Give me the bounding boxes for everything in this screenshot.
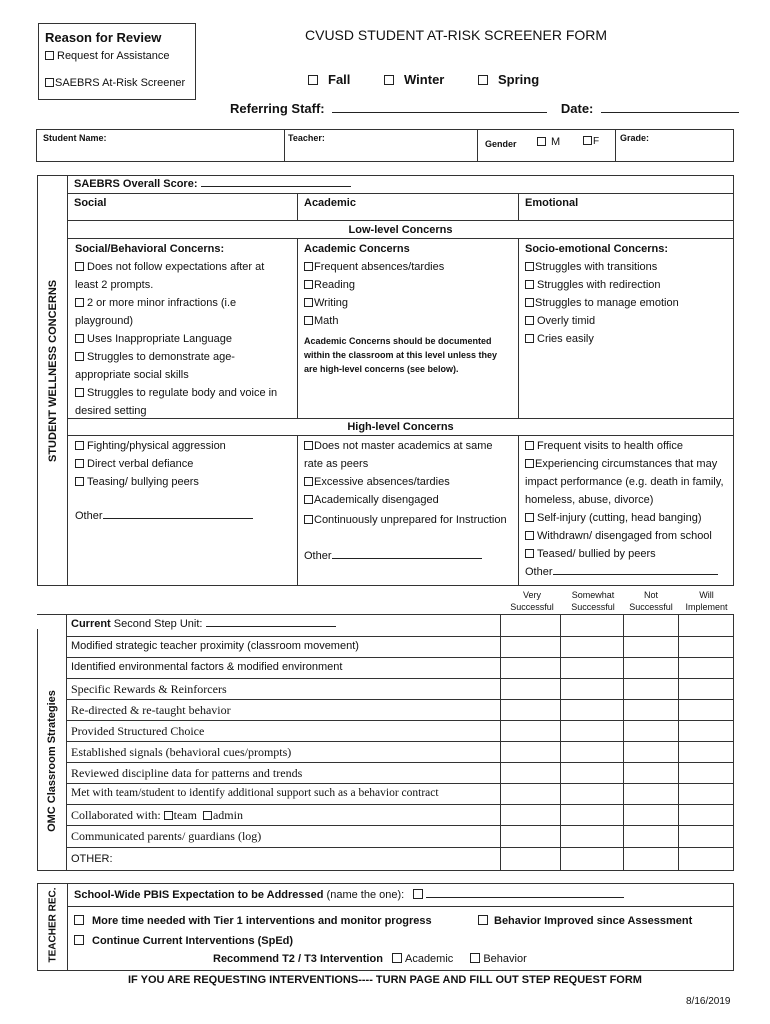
spring-checkbox[interactable]: [478, 75, 488, 85]
gender-female-option[interactable]: F: [583, 136, 599, 147]
low-social-item[interactable]: Uses Inappropriate Language: [75, 330, 290, 348]
high-emotional-item[interactable]: Withdrawn/ disengaged from school: [525, 527, 730, 545]
omc-strategy-row[interactable]: Re-directed & re-taught behavior: [66, 699, 733, 720]
female-checkbox[interactable]: [583, 136, 592, 145]
gender-label: Gender: [485, 139, 517, 149]
winter-checkbox[interactable]: [384, 75, 394, 85]
high-emotional-item[interactable]: Frequent visits to health office: [525, 437, 730, 455]
student-name-label: Student Name:: [43, 133, 107, 143]
omc-strategy-row[interactable]: Reviewed discipline data for patterns and trends: [66, 762, 733, 783]
omc-strategy-row[interactable]: Specific Rewards & Reinforcers: [66, 678, 733, 699]
pbis-checkbox[interactable]: [413, 889, 423, 899]
high-academic-other[interactable]: Other: [304, 547, 509, 565]
col-social: Social: [74, 197, 107, 209]
low-social-item[interactable]: Struggles to regulate body and voice in desired setting: [75, 387, 278, 417]
low-level-heading: Low-level Concerns: [348, 224, 453, 236]
omc-side-label: OMC Classroom Strategies: [46, 690, 58, 832]
season-spring[interactable]: Spring: [478, 72, 539, 87]
recommend-behavior-checkbox[interactable]: [470, 953, 480, 963]
teacher-recommendation-box: [37, 883, 734, 971]
pbis-expectation[interactable]: School-Wide PBIS Expectation to be Addressed (name the one):: [74, 889, 624, 901]
student-info-row: [36, 129, 734, 162]
saebrs-score-field[interactable]: [201, 186, 351, 187]
low-social-item[interactable]: Does not follow expectations after at least 2 prompts.: [75, 261, 265, 291]
high-academic-item[interactable]: Excessive absences/tardies: [304, 473, 509, 491]
behavior-improved-option[interactable]: Behavior Improved since Assessment: [478, 915, 692, 927]
teacher-rec-side-label: TEACHER REC.: [47, 887, 59, 963]
student-wellness-table: [37, 175, 734, 586]
rating-will-implement: Will Implement: [685, 590, 728, 612]
date-label: Date:: [560, 101, 594, 116]
low-social-item[interactable]: Struggles to demonstrate age-appropriate social skills: [75, 351, 235, 381]
behavior-improved-checkbox[interactable]: [478, 915, 488, 925]
season-winter[interactable]: Winter: [384, 72, 444, 87]
continue-interventions-option[interactable]: Continue Current Interventions (SpEd): [74, 935, 293, 947]
high-emotional-column: [525, 437, 730, 581]
recommend-academic-checkbox[interactable]: [392, 953, 402, 963]
omc-strategies-table: [37, 614, 734, 871]
high-emotional-other[interactable]: Other: [525, 563, 730, 581]
high-academic-item[interactable]: Does not master academics at same rate as peers: [304, 440, 493, 470]
form-title: CVUSD STUDENT AT-RISK SCREENER FORM: [305, 27, 608, 43]
recommend-t2-t3-row: Recommend T2 / T3 Intervention Academic Behavior: [213, 953, 527, 965]
high-social-item[interactable]: Fighting/physical aggression: [75, 437, 290, 455]
high-emotional-item[interactable]: Teased/ bullied by peers: [525, 545, 730, 563]
low-social-heading: Social/Behavioral Concerns:: [75, 243, 225, 255]
high-social-item[interactable]: Direct verbal defiance: [75, 455, 290, 473]
low-academic-note: Academic Concerns should be documented within the classroom at this level unless they are high-level concerns (see below).: [304, 336, 498, 374]
rating-very-successful: Very Successful: [510, 590, 554, 612]
low-emotional-item[interactable]: Struggles with redirection: [525, 276, 730, 294]
omc-other-row[interactable]: OTHER:: [66, 847, 733, 872]
reason-title: Reason for Review: [45, 30, 162, 45]
low-emotional-heading: Socio-emotional Concerns:: [525, 243, 669, 255]
referring-staff-label: Referring Staff:: [230, 101, 325, 116]
low-social-item[interactable]: 2 or more minor infractions (i.e playground): [75, 297, 237, 327]
team-checkbox[interactable]: [164, 811, 173, 820]
low-academic-item[interactable]: Reading: [304, 276, 509, 294]
more-time-checkbox[interactable]: [74, 915, 84, 925]
reason-for-review-box: [38, 23, 196, 100]
low-academic-item[interactable]: Writing: [304, 294, 509, 312]
low-academic-item[interactable]: Frequent absences/tardies: [304, 258, 509, 276]
low-academic-item[interactable]: Math: [304, 312, 509, 330]
gender-male-option[interactable]: M: [537, 136, 560, 148]
omc-strategy-row[interactable]: Provided Structured Choice: [66, 720, 733, 741]
male-checkbox[interactable]: [537, 137, 546, 146]
high-level-heading: High-level Concerns: [347, 421, 454, 433]
omc-strategy-row[interactable]: Identified environmental factors & modified environment: [66, 657, 733, 678]
low-academic-column: [304, 240, 509, 376]
low-emotional-item[interactable]: Struggles to manage emotion: [525, 294, 730, 312]
teacher-label: Teacher:: [288, 133, 325, 143]
omc-current-row[interactable]: Current Second Step Unit:: [66, 615, 733, 636]
omc-strategy-row[interactable]: Modified strategic teacher proximity (classroom movement): [66, 636, 733, 657]
omc-collab-row[interactable]: Collaborated with: team admin: [66, 804, 733, 825]
high-academic-item[interactable]: Continuously unprepared for Instruction: [304, 511, 509, 529]
low-emotional-item[interactable]: Cries easily: [525, 330, 730, 348]
request-assistance-checkbox[interactable]: [45, 51, 54, 60]
more-time-option[interactable]: More time needed with Tier 1 interventions and monitor progress: [74, 915, 432, 927]
continue-checkbox[interactable]: [74, 935, 84, 945]
high-social-item[interactable]: Teasing/ bullying peers: [75, 473, 290, 491]
season-selector: [308, 72, 569, 87]
referring-staff-field[interactable]: [332, 112, 547, 113]
saebrs-score-label: SAEBRS Overall Score:: [74, 178, 351, 190]
rating-somewhat-successful: Somewhat Successful: [571, 590, 615, 612]
grade-label: Grade:: [620, 133, 650, 143]
low-social-column: [75, 240, 290, 420]
high-emotional-item[interactable]: Self-injury (cutting, head banging): [525, 509, 730, 527]
date-field[interactable]: [601, 112, 739, 113]
request-assistance-option[interactable]: Request for Assistance: [45, 50, 170, 62]
omc-strategy-row[interactable]: Met with team/student to identify additional support such as a behavior contract: [66, 783, 733, 804]
low-emotional-item[interactable]: Struggles with transitions: [525, 258, 730, 276]
document-date: 8/16/2019: [686, 996, 731, 1007]
fall-checkbox[interactable]: [308, 75, 318, 85]
low-emotional-item[interactable]: Overly timid: [525, 312, 730, 330]
wellness-side-label: STUDENT WELLNESS CONCERNS: [47, 279, 59, 462]
omc-strategy-row[interactable]: Established signals (behavioral cues/prompts): [66, 741, 733, 762]
omc-communicated-row[interactable]: Communicated parents/ guardians (log): [66, 825, 733, 846]
low-academic-heading: Academic Concerns: [304, 243, 410, 255]
footer-instruction: IF YOU ARE REQUESTING INTERVENTIONS---- TURN PAGE AND FILL OUT STEP REQUEST FORM: [128, 974, 642, 986]
high-academic-item[interactable]: Academically disengaged: [304, 491, 509, 509]
high-social-column: [75, 437, 290, 525]
referring-staff-row: [230, 101, 739, 116]
col-emotional: Emotional: [525, 197, 579, 209]
col-academic: Academic: [304, 197, 356, 209]
saebrs-option[interactable]: SAEBRS At-Risk Screener: [45, 77, 185, 89]
low-emotional-column: [525, 240, 730, 348]
admin-checkbox[interactable]: [203, 811, 212, 820]
high-social-other[interactable]: Other: [75, 507, 290, 525]
season-fall[interactable]: Fall: [308, 72, 350, 87]
rating-not-successful: Not Successful: [629, 590, 673, 612]
high-academic-column: [304, 437, 509, 565]
high-emotional-item[interactable]: Experiencing circumstances that may impact performance (e.g. death in family, homeless, abuse, divorce): [525, 458, 724, 506]
saebrs-checkbox[interactable]: [45, 78, 54, 87]
